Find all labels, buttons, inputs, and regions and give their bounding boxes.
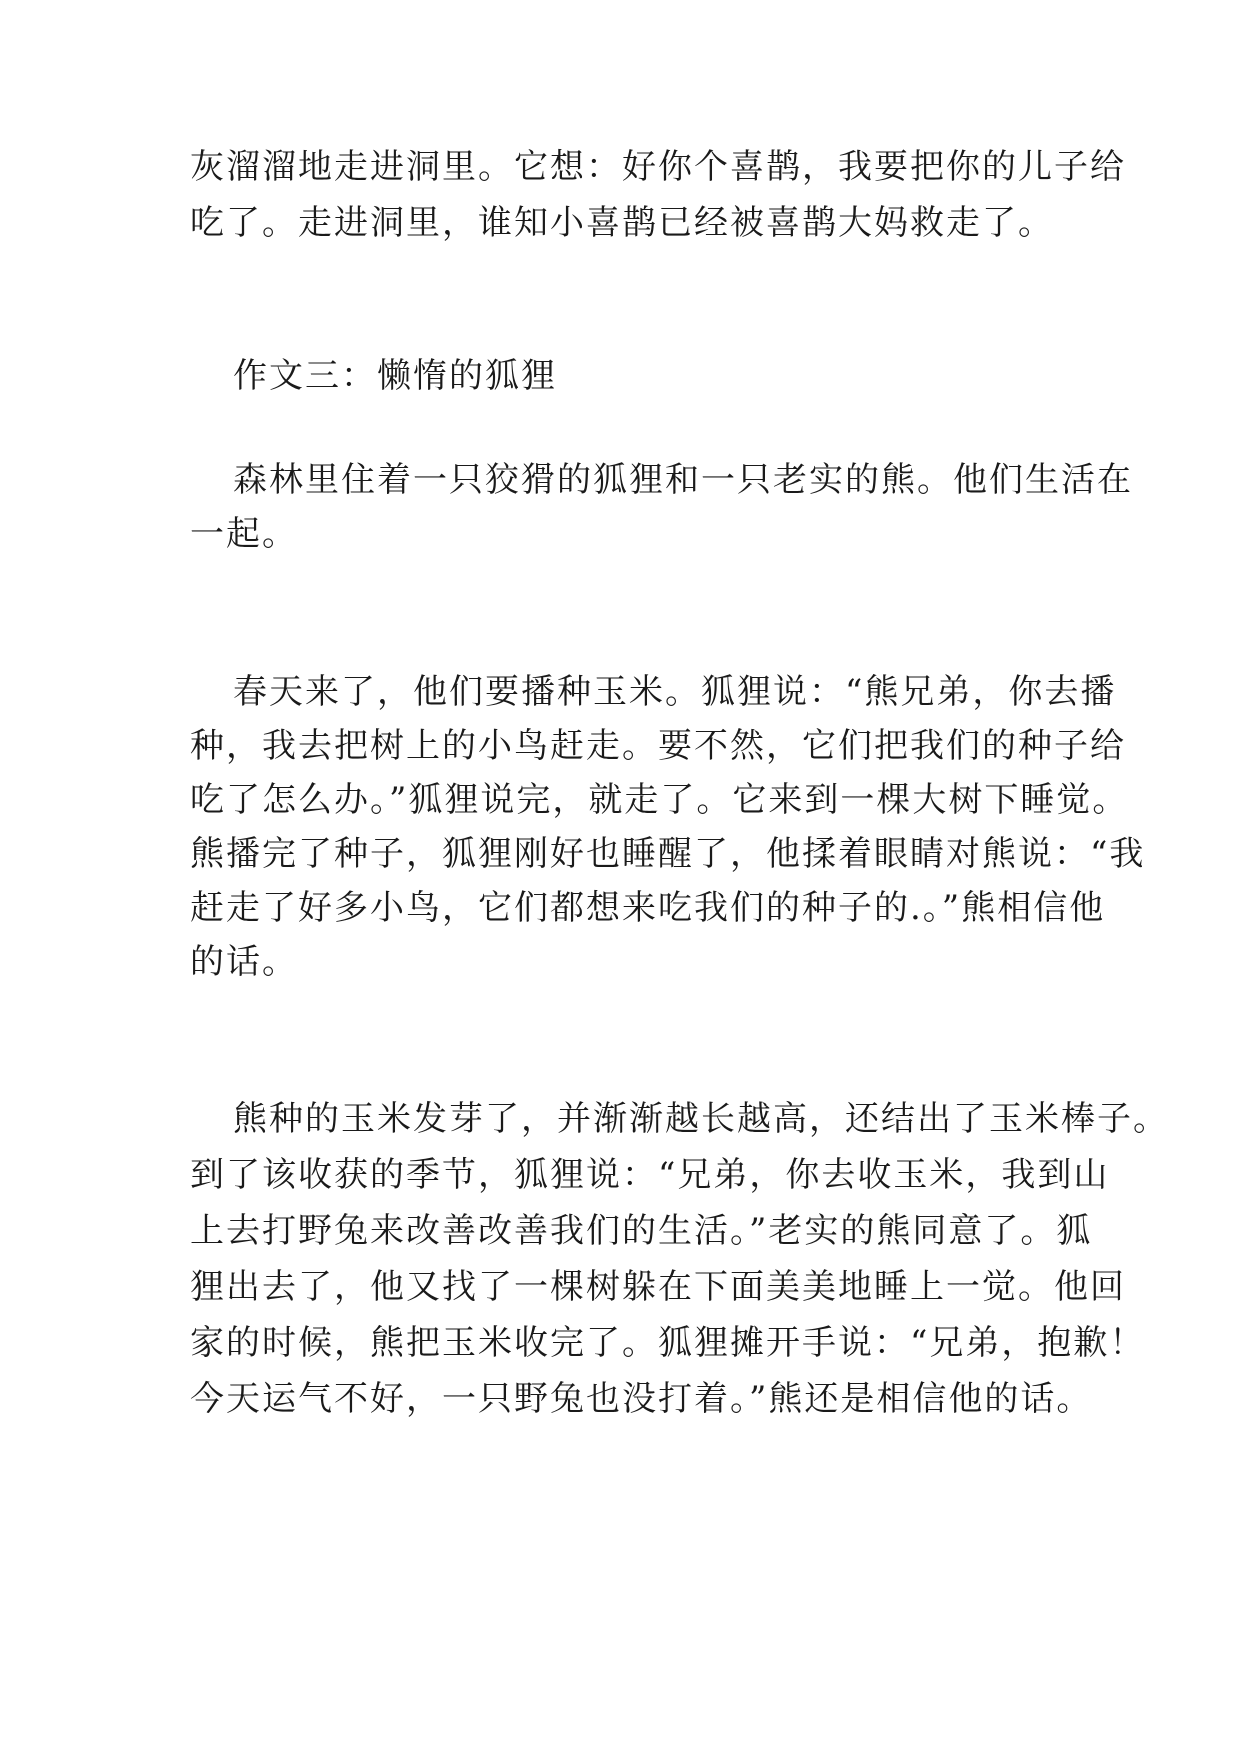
essay-heading: 作文三：懒惰的狐狸 (233, 356, 557, 396)
paragraph-3-line-2: 种，我去把树上的小鸟赶走。要不然，它们把我们的种子给 (190, 726, 1126, 766)
paragraph-3-line-4: 熊播完了种子，狐狸刚好也睡醒了，他揉着眼睛对熊说：“我 (190, 834, 1146, 874)
paragraph-4-line-3: 上去打野兔来改善改善我们的生活。”老实的熊同意了。狐 (190, 1211, 1093, 1251)
paragraph-4-line-5: 家的时候，熊把玉米收完了。狐狸摊开手说：“兄弟，抱歉！ (190, 1323, 1146, 1363)
paragraph-4-line-1: 熊种的玉米发芽了，并渐渐越长越高，还结出了玉米棒子。 (233, 1099, 1169, 1139)
paragraph-3-line-6: 的话。 (190, 942, 298, 982)
paragraph-4-line-6: 今天运气不好，一只野兔也没打着。”熊还是相信他的话。 (190, 1379, 1093, 1419)
paragraph-3-line-1: 春天来了，他们要播种玉米。狐狸说：“熊兄弟，你去播 (233, 672, 1117, 712)
paragraph-3-line-5: 赶走了好多小鸟，它们都想来吃我们的种子的.。”熊相信他 (190, 888, 1106, 928)
paragraph-1-line-1: 灰溜溜地走进洞里。它想：好你个喜鹊，我要把你的儿子给 (190, 147, 1126, 187)
paragraph-2-line-1: 森林里住着一只狡猾的狐狸和一只老实的熊。他们生活在 (233, 460, 1133, 500)
paragraph-2-line-2: 一起。 (190, 514, 298, 554)
paragraph-4-line-4: 狸出去了，他又找了一棵树躲在下面美美地睡上一觉。他回 (190, 1267, 1126, 1307)
paragraph-3-line-3: 吃了怎么办。”狐狸说完，就走了。它来到一棵大树下睡觉。 (190, 780, 1129, 820)
paragraph-1-line-2: 吃了。走进洞里，谁知小喜鹊已经被喜鹊大妈救走了。 (190, 203, 1054, 243)
paragraph-4-line-2: 到了该收获的季节，狐狸说：“兄弟，你去收玉米，我到山 (190, 1155, 1110, 1195)
